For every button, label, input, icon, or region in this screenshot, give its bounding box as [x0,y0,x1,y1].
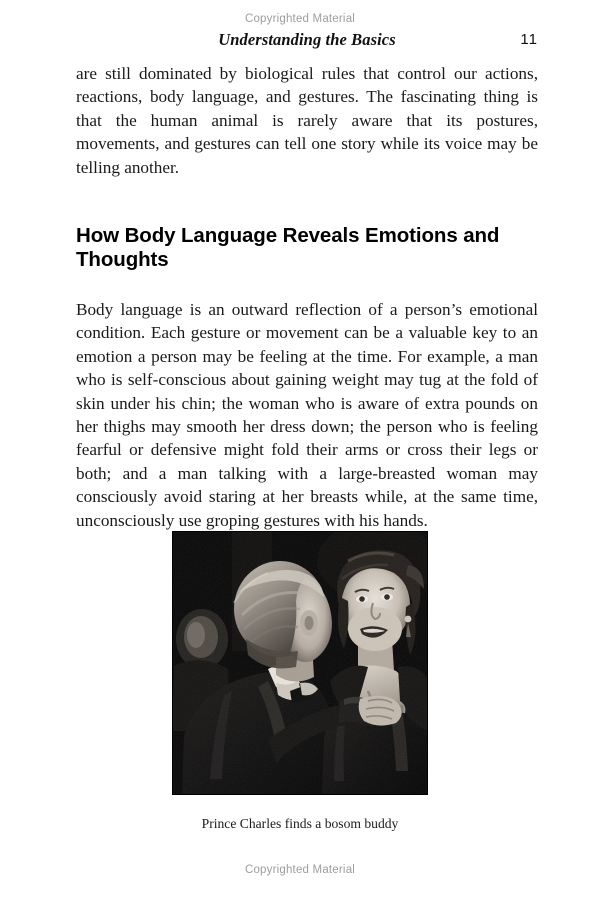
figure-caption: Prince Charles finds a bosom buddy [201,816,399,831]
section-heading: How Body Language Reveals Emotions and Thoughts [76,224,500,272]
photograph-graphic [172,531,428,795]
photograph [172,531,428,795]
figure [172,531,428,832]
running-head-title: Understanding the Basics [218,30,396,49]
paragraph-continued: are still dominated by biological rules that control our actions, reactions, body language, and gestures. The fascinating thing is that the human animal is rarely aware that its postures, movements, and gestures can tell one story while its voice may be telling another. [76,64,538,177]
running-head [76,30,538,52]
page-number: 11 [520,31,538,48]
spacer [76,179,538,224]
watermark-top: Copyrighted Material [244,13,356,25]
watermark-bottom: Copyrighted Material [244,864,356,876]
content-column [76,62,538,532]
spacer [76,272,538,298]
paragraph-body: Body language is an outward reflection of a person’s emotional condition. Each gesture or movement can be a valuable key to an emotion a person may be feeling at the time. For example, a man who is self-conscious about gaining weight may tug at the fold of skin under his chin; the woman who is aware of extra pounds on her thighs may smooth her dress down; the person who is feeling fearful or defensive might fold their arms or cross their legs or both; and a man talking with a large-breasted woman may consciously avoid staring at her breasts while, at the same time, unconsciously use groping gestures with his hands. [76,300,538,530]
